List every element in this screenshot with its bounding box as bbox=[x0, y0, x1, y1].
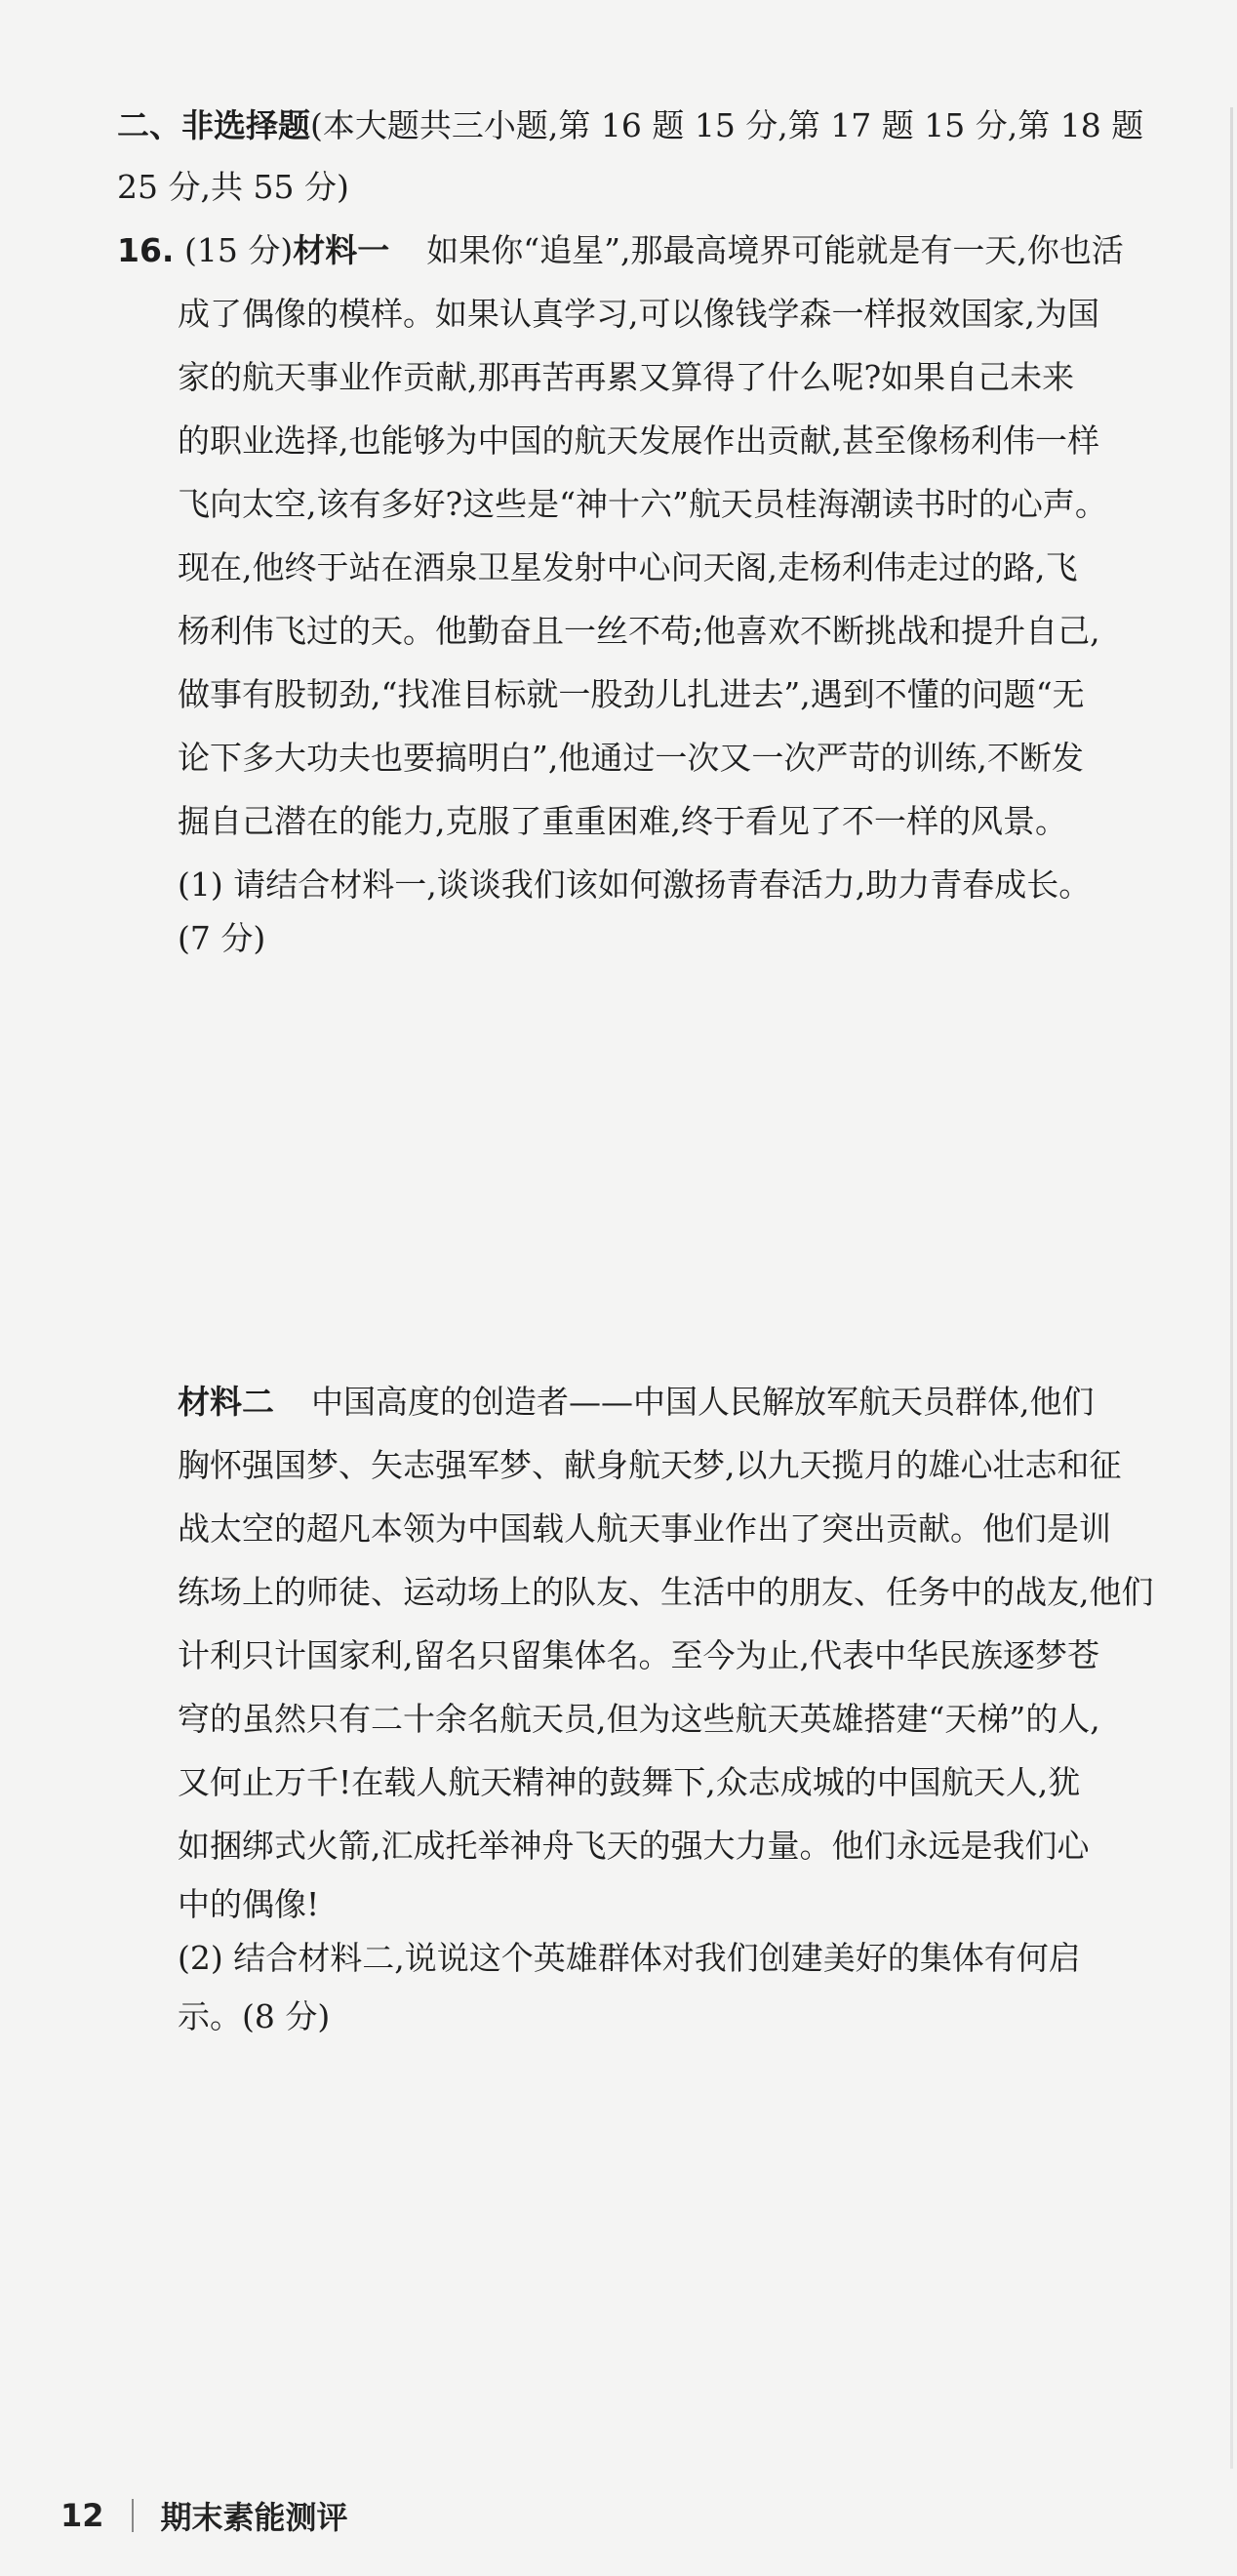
page-edge-shadow bbox=[1230, 107, 1233, 2469]
section-description-cont: 25 分,共 55 分) bbox=[117, 168, 349, 206]
material-2-text-line: 中的偶像! bbox=[178, 1885, 320, 1923]
material-2-text-line: 穹的虽然只有二十余名航天员,但为这些航天英雄搭建“天梯”的人, bbox=[178, 1700, 1100, 1738]
material-2-text-line: 中国高度的创造者——中国人民解放军航天员群体,他们 bbox=[311, 1383, 1095, 1421]
material-1-text-line: 现在,他终于站在酒泉卫星发射中心问天阁,走杨利伟走过的路,飞 bbox=[178, 548, 1078, 586]
material-2-text-line: 计利只计国家利,留名只留集体名。至今为止,代表中华民族逐梦苍 bbox=[178, 1636, 1099, 1674]
section-heading: 二、非选择题 bbox=[117, 106, 310, 144]
material-2-text-line: 练场上的师徒、运动场上的队友、生活中的朋友、任务中的战友,他们 bbox=[178, 1573, 1154, 1611]
question-16-line bbox=[117, 231, 1124, 269]
material-2-text-line: 如捆绑式火箭,汇成托举神舟飞天的强大力量。他们永远是我们心 bbox=[178, 1827, 1090, 1865]
material-2-label: 材料二 bbox=[178, 1383, 274, 1421]
section-heading-line bbox=[117, 106, 1144, 144]
material-1-text-line: 家的航天事业作贡献,那再苦再累又算得了什么呢?如果自己未来 bbox=[178, 358, 1075, 396]
sub-question-1: (1) 请结合材料一,谈谈我们该如何激扬青春活力,助力青春成长。 bbox=[178, 865, 1092, 904]
page-footer bbox=[60, 2493, 348, 2538]
material-1-text-line: 掘自己潜在的能力,克服了重重困难,终于看见了不一样的风景。 bbox=[178, 802, 1067, 840]
page-number: 12 bbox=[60, 2497, 104, 2534]
material-1-text-line: 如果你“追星”,那最高境界可能就是有一天,你也活 bbox=[426, 231, 1124, 269]
material-1-text-line: 的职业选择,也能够为中国的航天发展作出贡献,甚至像杨利伟一样 bbox=[178, 422, 1099, 460]
material-2-text-line: 战太空的超凡本领为中国载人航天事业作出了突出贡献。他们是训 bbox=[178, 1509, 1111, 1548]
material-2-first-line bbox=[178, 1383, 1095, 1421]
material-1-label: 材料一 bbox=[293, 231, 390, 269]
question-score: (15 分) bbox=[183, 231, 294, 269]
sub-question-2: (2) 结合材料二,说说这个英雄群体对我们创建美好的集体有何启 bbox=[178, 1939, 1081, 1977]
footer-divider bbox=[132, 2499, 134, 2532]
material-1-text-line: 杨利伟飞过的天。他勤奋且一丝不苟;他喜欢不断挑战和提升自己, bbox=[178, 612, 1100, 650]
material-1-text-line: 飞向太空,该有多好?这些是“神十六”航天员桂海潮读书时的心声。 bbox=[178, 485, 1107, 523]
material-1-text-line: 论下多大功夫也要搞明白”,他通过一次又一次严苛的训练,不断发 bbox=[178, 739, 1084, 777]
material-1-text-line: 做事有股韧劲,“找准目标就一股劲儿扎进去”,遇到不懂的问题“无 bbox=[178, 675, 1085, 713]
sub-question-1-score: (7 分) bbox=[178, 919, 266, 957]
footer-title: 期末素能测评 bbox=[160, 2499, 348, 2536]
material-1-text-line: 成了偶像的模样。如果认真学习,可以像钱学森一样报效国家,为国 bbox=[178, 295, 1099, 333]
sub-question-2-cont: 示。(8 分) bbox=[178, 1997, 331, 2035]
material-2-text-line: 又何止万千!在载人航天精神的鼓舞下,众志成城的中国航天人,犹 bbox=[178, 1763, 1081, 1801]
material-2-text-line: 胸怀强国梦、矢志强军梦、献身航天梦,以九天揽月的雄心壮志和征 bbox=[178, 1446, 1122, 1484]
section-description: (本大题共三小题,第 16 题 15 分,第 17 题 15 分,第 18 题 bbox=[310, 106, 1144, 144]
question-number: 16. bbox=[117, 231, 175, 269]
